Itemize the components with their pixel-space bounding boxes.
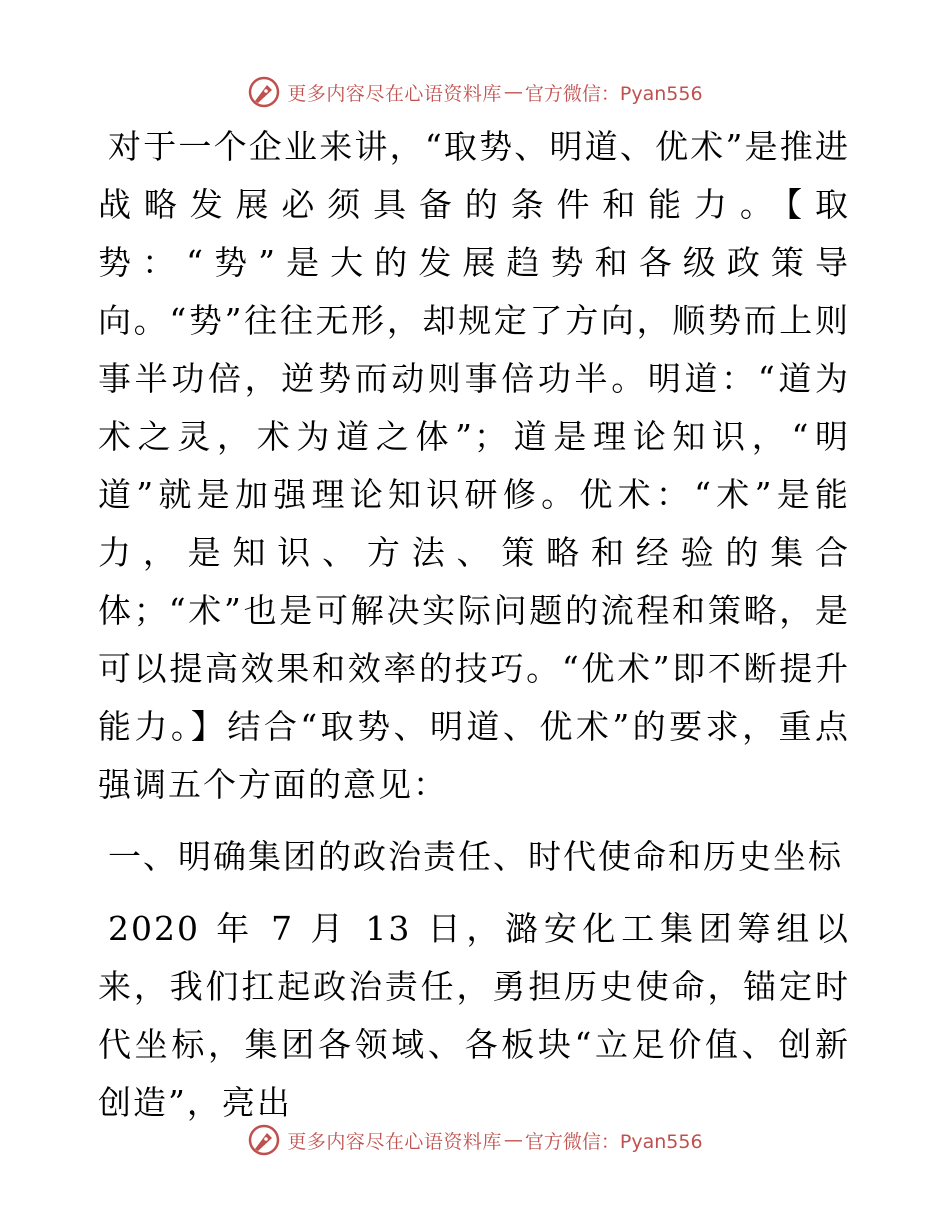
paragraph-intro: 对于一个企业来讲，“取势、明道、优术”是推进战略发展必须具备的条件和能力。【取势：“势”是大的发展趋势和各级政策导向。“势”往往无形，却规定了方向，顺势而上则事半功倍，逆势而动则事倍功半。明道：“道为术之灵，术为道之体”；道是理论知识，“明道”就是加强理论知识研修。优术：“术”是能力，是知识、方法、策略和经验的集合体；“术”也是可解决实际问题的流程和策略，是可以提高效果和效率的技巧。“优术”即不断提升能力。】结合“取势、明道、优术”的要求，重点强调五个方面的意见： <box>98 127 850 804</box>
watermark-header <box>0 72 950 112</box>
watermark-separator: — <box>503 81 523 103</box>
pen-nib-circle-icon <box>247 75 281 109</box>
watermark-brand-text: 更多内容尽在心语资料库 <box>287 82 502 105</box>
watermark-footer <box>0 1120 950 1160</box>
watermark-wechat-text: 官方微信：Pyan556 <box>524 82 703 105</box>
watermark-wechat-text: 官方微信：Pyan556 <box>524 1130 703 1153</box>
section-heading-1: 一、明确集团的政治责任、时代使命和历史坐标 <box>108 837 843 876</box>
watermark-brand-text: 更多内容尽在心语资料库 <box>287 1130 502 1153</box>
paragraph-section-1: 2020 年 7 月 13 日，潞安化工集团筹组以来，我们扛起政治责任，勇担历史使命，锚定时代坐标，集团各领域、各板块“立足价值、创新创造”，亮出 <box>98 909 850 1122</box>
document-body <box>98 118 850 1132</box>
watermark-separator: — <box>503 1129 523 1151</box>
pen-nib-circle-icon <box>247 1123 281 1157</box>
